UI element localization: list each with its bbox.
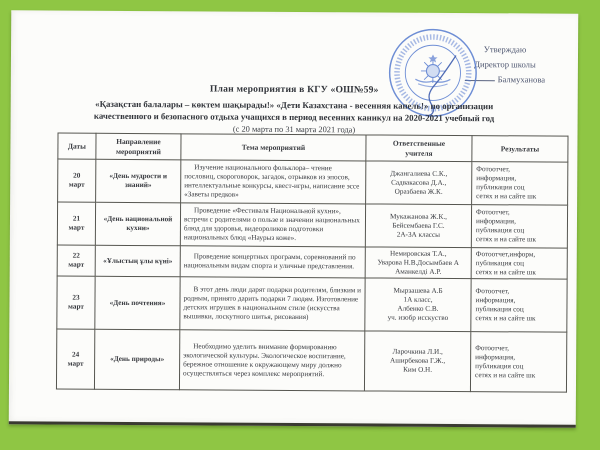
header-topic: Тема мероприятий <box>181 134 366 161</box>
cell-topic: Проведение концертных программ, соревнований по национальным видам спорта и уличные представления. <box>180 246 365 278</box>
cell-date: 23 март <box>57 276 95 329</box>
header-results: Результаты <box>472 136 568 163</box>
document-subtitle-line2: качественного и безопасного отдыха учащихся в период весенних каникул на 2020-2021 учебный год <box>93 111 495 124</box>
approval-word: Утверждаю <box>483 44 527 55</box>
cell-date: 22 март <box>57 245 95 276</box>
cell-date: 24 март <box>56 329 94 389</box>
document-subtitle-line1: «Қазақстан балалары – көктем шақырады!» «Дети Казахстана - весенняя капель!» по организации <box>95 98 494 112</box>
table-row <box>57 276 567 332</box>
cell-direction: «Ұлыстың ұлы күні» <box>95 245 180 277</box>
cell-topic: Проведение «Фестиваля Национальной кухни», встречи с родителями о пользе и значении национальных блюд для здоровья, видеороликов подготовки национальных блюд «Наурыз коже». <box>180 203 365 247</box>
document-date-range: (с 20 марта по 31 марта 2021 года) <box>232 124 356 135</box>
cell-topic: Изучение национального фольклора– чтение пословиц, скороговорок, загадок, отрывков из эпосов, интеллектуальные конкурсы, квест-игры, написание эссе «Заветы предков» <box>181 160 366 204</box>
header-dates: Даты <box>58 133 96 159</box>
cell-teachers: Немировская Т.А., Уварова Н.В.Досымбаев А Аманкелді А.Р. <box>365 247 471 279</box>
cell-date: 21 март <box>57 202 95 245</box>
cell-results: Фотоотчет, информация, публикация соц сетях и на сайте шк <box>471 279 567 333</box>
cell-direction: «День природы» <box>94 329 179 390</box>
cell-results: Фотоотчет, информация, публикация соц сетях и на сайте шк <box>472 162 568 206</box>
table-row <box>57 245 567 279</box>
table-row <box>57 202 567 248</box>
cell-direction: «День национальной кухни» <box>95 202 180 246</box>
events-plan-table <box>56 133 569 393</box>
table-header-row <box>58 133 568 162</box>
header-direction: Направление мероприятий <box>96 133 181 160</box>
cell-topic: Необходимо уделить внимание формированию экологической культуры. Экологическое воспитание, бережное отношение к окружающему миру должно осуществляться через комплекс мероприятий. <box>179 330 364 391</box>
cell-date: 20 март <box>58 159 96 202</box>
cell-direction: «День почтения» <box>95 276 180 330</box>
cell-teachers: Мукажанова Ж.К., Бейсембаева Г.С. 2А-3А классы <box>365 204 471 248</box>
document-page <box>9 10 579 427</box>
document-title: План мероприятия в КГУ «ОШ№59» <box>209 83 379 96</box>
cell-results: Фотоотчет,информ, публикация соц сетях и на сайте шк <box>471 248 567 280</box>
cell-results: Фотоотчет, информация, публикация соц сетях и на сайте шк <box>471 205 567 249</box>
cell-teachers: Мырзашева А.Б 1А класс, Албенко С.В. уч. изобр исскуство <box>365 278 471 332</box>
cell-teachers: Ларочкина Л.И., Аширбекова Г.Ж., Ким О.Н. <box>364 331 470 392</box>
table-row <box>56 329 566 392</box>
cell-topic: В этот день люди дарят подарки родителям, близким и родным, принято дарить подарки 7 людям. Изготовление детских игрушек в национальном стиле (искусства вышивки, лоскутного шитья, рисования) <box>180 277 365 331</box>
cell-results: Фотоотчет, информация, публикация соц сетях и на сайте шк <box>470 332 566 393</box>
approval-name: Балмуханова <box>497 74 546 85</box>
table-row <box>58 159 568 205</box>
cell-teachers: Джангалиева С.К., Садвакасова Д.А., Оразбаева Ж.К. <box>366 161 472 205</box>
header-teachers: Ответственные учителя <box>366 135 472 162</box>
cell-direction: «День мудрости и знаний» <box>96 159 181 203</box>
approval-director: Директор школы <box>474 59 536 70</box>
document-title-block <box>11 82 578 135</box>
